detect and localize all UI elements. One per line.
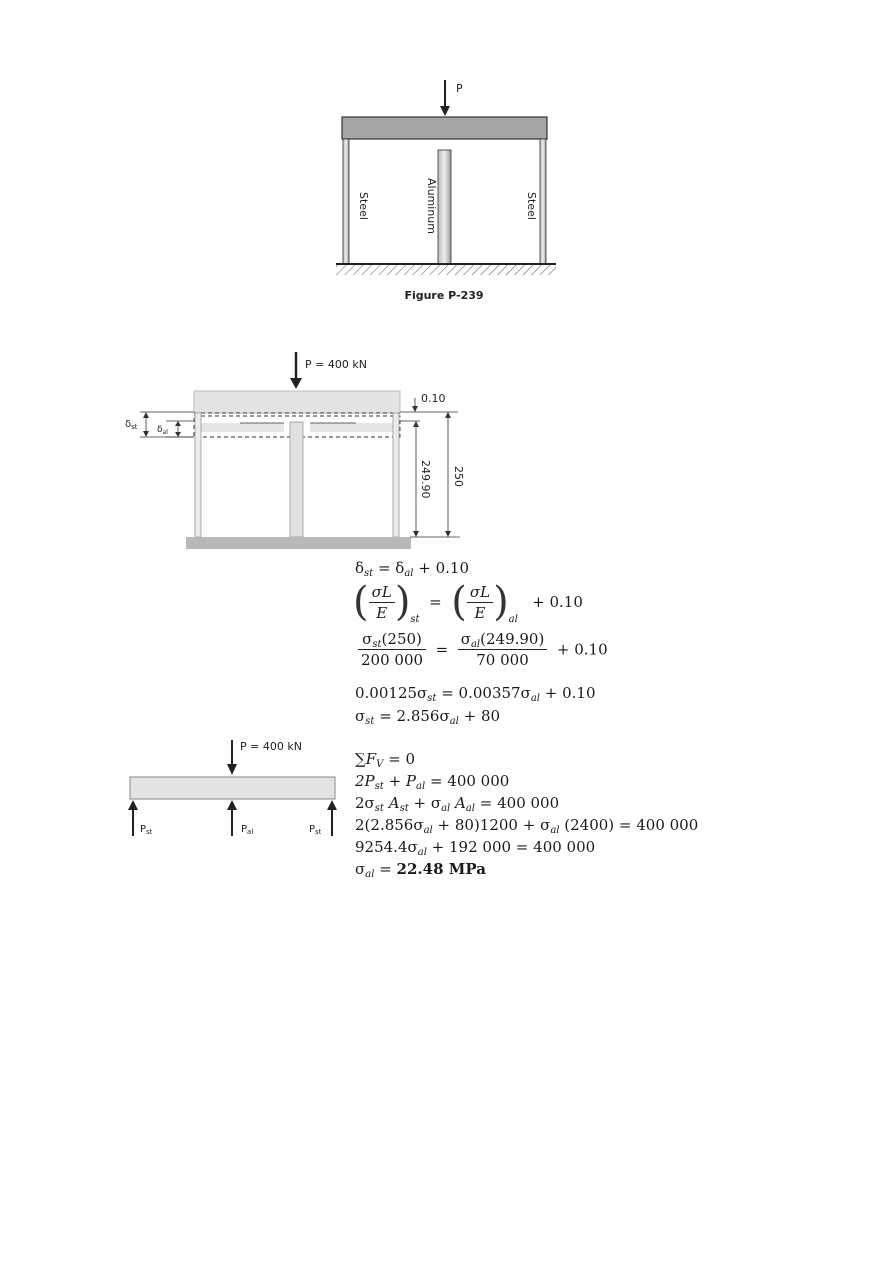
delta-al-sub: al — [162, 429, 168, 436]
dim-250-label: 250 — [452, 466, 465, 487]
steel-post-right-2 — [393, 413, 399, 537]
svg-text:Pst — [309, 824, 322, 836]
load-label-2: P = 400 kN — [305, 358, 367, 371]
aluminum-post — [438, 150, 451, 264]
compat-eq-4: $0.00125\sigma_{st} = 0.00357\sigma_{al} + 0.10$ — [355, 684, 596, 704]
load-label-3: P = 400 kN — [240, 740, 302, 753]
steel-post-left-2 — [195, 413, 201, 537]
reaction-left-label: P — [140, 824, 147, 835]
reaction-right-label: P — [309, 824, 316, 835]
delta-al-dimension — [175, 421, 181, 437]
load-label: P — [456, 82, 463, 95]
ground-hatch — [336, 265, 556, 275]
gap-dimension — [412, 398, 418, 412]
reaction-right-sub: st — [315, 828, 322, 836]
svg-text:Pal — [241, 824, 253, 836]
load-arrow-3 — [227, 740, 237, 775]
reaction-arrow-left — [128, 800, 138, 836]
equil-eq-6-result: $\sigma_{al} = 22.48$ MPa — [355, 860, 486, 880]
aluminum-post-2 — [290, 422, 303, 537]
base-plate — [186, 537, 411, 549]
reaction-arrow-right — [327, 800, 337, 836]
steel-post-left — [343, 139, 349, 264]
equil-eq-2: $2P_{st} + P_{al} = 400$ 000 — [355, 772, 510, 792]
equil-eq-1: $\sum F_V = 0$ — [355, 750, 416, 770]
svg-text:δst — [125, 419, 138, 431]
figure-p239 — [0, 0, 893, 310]
steel-label-right: Steel — [525, 192, 538, 220]
compat-eq-3: $\frac{\sigma_{st}(250)}{200 000}$ = $\frac{\sigma_{al}(249.90)}{70 000}$ + 0.10 — [358, 630, 608, 669]
rigid-beam — [342, 117, 547, 139]
fbd-beam — [130, 777, 335, 799]
compat-eq-1: $\delta_{st} = \delta_{al} + 0.10$ — [355, 559, 470, 579]
compat-eq-5: $\sigma_{st} = 2.856\sigma_{al} + 80$ — [355, 707, 501, 727]
reaction-mid-sub: al — [247, 828, 254, 836]
equil-eq-5: $9254.4\sigma_{al} + 192$ 000 = 400 000 — [355, 838, 596, 858]
compat-eq-2: ( $\frac{\sigma L}{E}$ )$_{st}$ = ( $\frac{\sigma L}{E}$ )$_{al} + 0.10$ — [353, 579, 583, 625]
result-value: 22.48 MPa — [396, 860, 486, 878]
gap-label: 0.10 — [421, 392, 446, 405]
svg-text:Pst — [140, 824, 153, 836]
aluminum-label: Aluminum — [425, 178, 438, 234]
load-arrow-2 — [290, 352, 302, 389]
equil-eq-4: $2(2.856\sigma_{al} + 80)1200 + \sigma_{al}$ (2400) = 400 000 — [355, 816, 699, 836]
figure-caption: Figure P-239 — [404, 289, 484, 302]
steel-post-right — [540, 139, 546, 264]
delta-al-symbol: δ — [157, 425, 163, 435]
equil-eq-3: $2\sigma_{st}$ $A_{st} + \sigma_{al}$ $A_{al} = 400$ 000 — [355, 794, 560, 814]
reaction-left-sub: st — [146, 828, 153, 836]
dim-249-label: 249.90 — [419, 460, 432, 499]
dim-250-line — [445, 412, 451, 537]
dim-249-line — [413, 421, 419, 537]
delta-st-dimension — [143, 412, 149, 437]
delta-st-sub: st — [131, 423, 138, 431]
load-arrow — [440, 80, 450, 116]
delta-st-symbol: δ — [125, 419, 132, 430]
reaction-mid-label: P — [241, 824, 248, 835]
svg-text:δal — [157, 425, 168, 436]
steel-label-left: Steel — [357, 192, 370, 220]
reaction-arrow-mid — [227, 800, 237, 836]
beam-original — [194, 391, 400, 413]
deformation-diagram — [0, 340, 893, 560]
